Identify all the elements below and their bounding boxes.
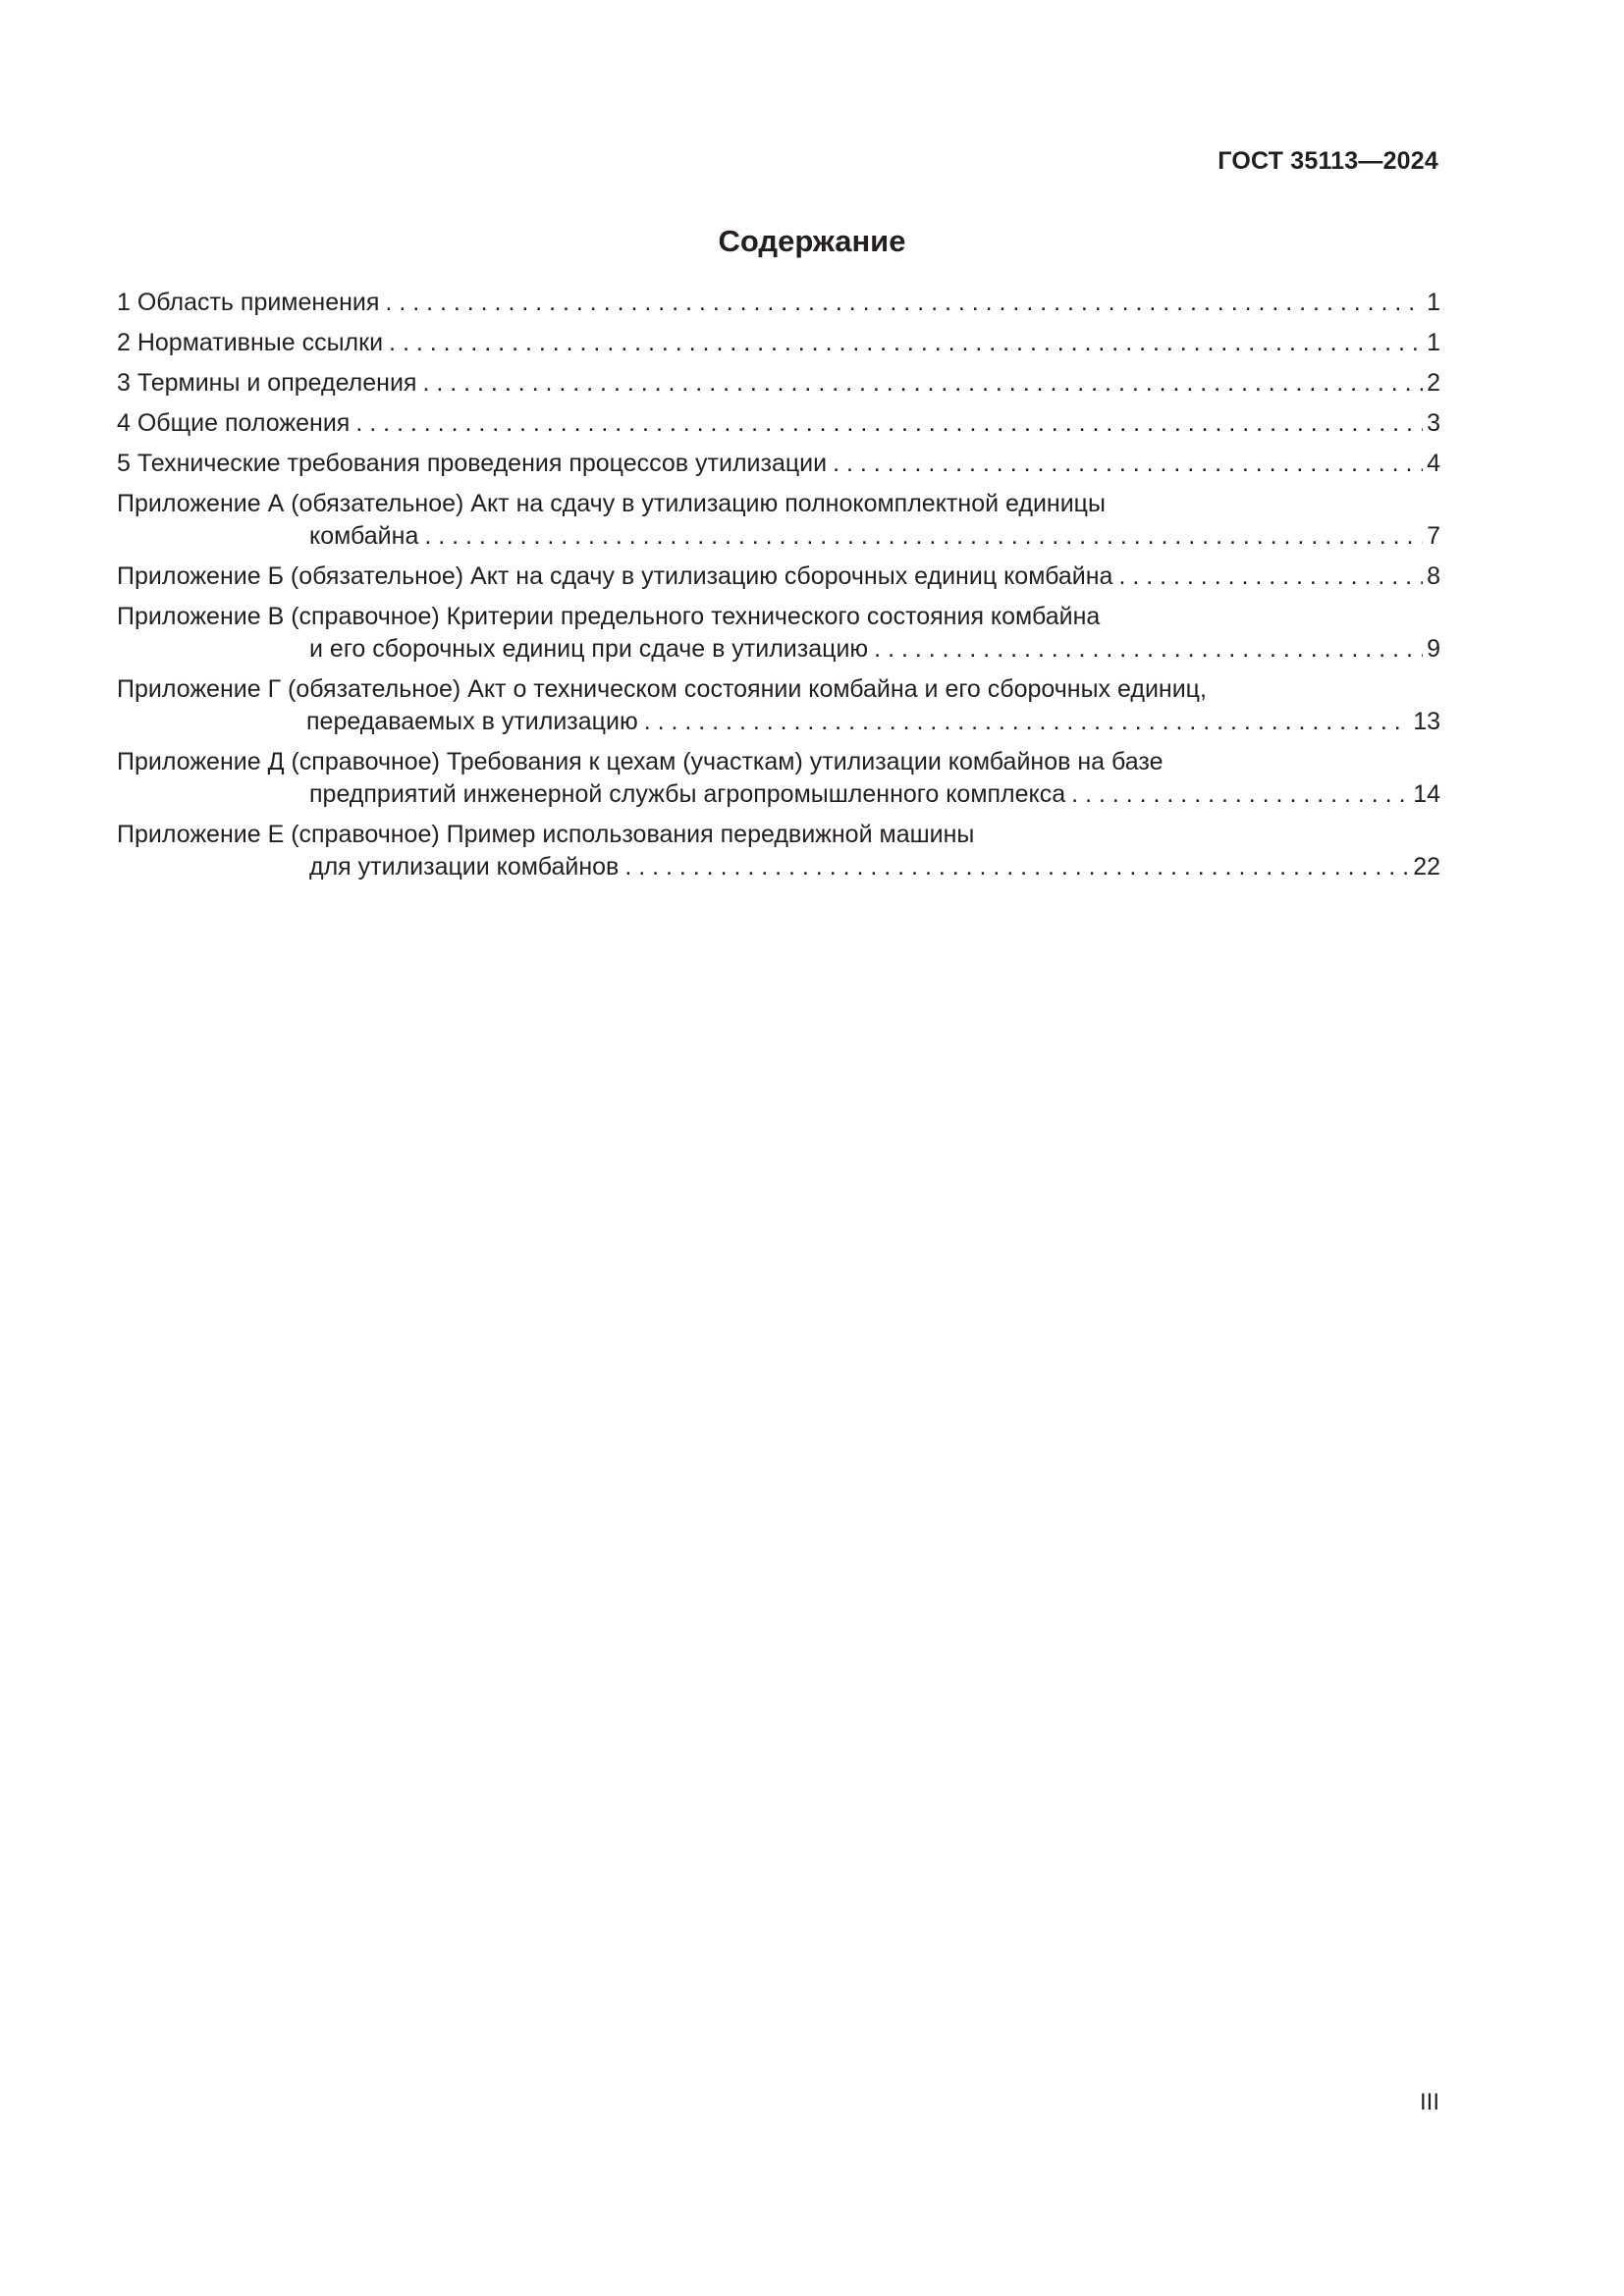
- toc-entry-label-continued: передаваемых в утилизацию: [306, 708, 638, 735]
- toc-entry-label: Приложение Д (справочное) Требования к цехам (участкам) утилизации комбайнов на базе: [117, 748, 1164, 775]
- toc-entry-page: 13: [1413, 708, 1440, 735]
- toc-entry-label: Приложение Г (обязательное) Акт о техническом состоянии комбайна и его сборочных единиц,: [117, 675, 1207, 703]
- toc-entry-annex-b[interactable]: [117, 561, 1440, 593]
- toc-entry-label: 3 Термины и определения: [117, 369, 417, 397]
- toc-entry-page: 4: [1427, 450, 1440, 477]
- toc-entry-terms[interactable]: [117, 367, 1440, 400]
- leader-dots: [1118, 561, 1423, 593]
- leader-dots: [1071, 778, 1409, 811]
- toc-entry-label: Приложение В (справочное) Критерии предельного технического состояния комбайна: [117, 603, 1101, 630]
- leader-dots: [874, 633, 1423, 666]
- leader-dots: [385, 287, 1423, 319]
- toc-entry-label-continued: предприятий инженерной службы агропромышленного комплекса: [309, 780, 1066, 808]
- leader-dots: [422, 367, 1423, 400]
- toc-entry-page: 3: [1427, 409, 1440, 437]
- leader-dots: [355, 407, 1423, 440]
- page-number: III: [1419, 2089, 1439, 2115]
- document-code: ГОСТ 35113—2024: [1218, 147, 1438, 175]
- leader-dots: [644, 706, 1409, 738]
- toc-title: Содержание: [718, 224, 906, 258]
- toc-entry-page: 22: [1413, 853, 1440, 881]
- toc-entry-annex-a[interactable]: [117, 488, 1440, 553]
- toc-entry-page: 7: [1427, 522, 1440, 550]
- toc-entry-label-continued: комбайна: [309, 522, 419, 550]
- toc-entry-annex-g[interactable]: [117, 673, 1440, 738]
- toc-entry-label-continued: для утилизации комбайнов: [309, 853, 620, 881]
- toc-entry-scope[interactable]: [117, 287, 1440, 319]
- toc-entry-general[interactable]: [117, 407, 1440, 440]
- toc-entry-annex-v[interactable]: [117, 601, 1440, 666]
- toc-entry-label: 2 Нормативные ссылки: [117, 329, 384, 356]
- toc-entry-technical-requirements[interactable]: [117, 448, 1440, 480]
- leader-dots: [389, 327, 1423, 359]
- toc-entry-page: 2: [1427, 369, 1440, 397]
- toc-entry-label: Приложение Е (справочное) Пример использования передвижной машины: [117, 821, 975, 848]
- toc-entry-page: 1: [1427, 329, 1440, 356]
- toc-entry-page: 14: [1413, 780, 1440, 808]
- toc-entry-label: 1 Область применения: [117, 289, 380, 316]
- toc-entry-label: Приложение А (обязательное) Акт на сдачу в утилизацию полнокомплектной единицы: [117, 490, 1106, 517]
- toc-entry-label: 4 Общие положения: [117, 409, 351, 437]
- toc-entry-normative-references[interactable]: [117, 327, 1440, 359]
- table-of-contents: [117, 287, 1440, 891]
- toc-entry-label: Приложение Б (обязательное) Акт на сдачу в утилизацию сборочных единиц комбайна: [117, 562, 1113, 590]
- toc-entry-annex-d[interactable]: [117, 746, 1440, 811]
- toc-entry-annex-e[interactable]: [117, 819, 1440, 883]
- leader-dots: [833, 448, 1423, 480]
- toc-entry-page: 1: [1427, 289, 1440, 316]
- leader-dots: [624, 851, 1409, 883]
- toc-entry-label: 5 Технические требования проведения процессов утилизации: [117, 450, 828, 477]
- leader-dots: [424, 520, 1423, 553]
- toc-entry-label-continued: и его сборочных единиц при сдаче в утилизацию: [309, 635, 869, 663]
- toc-entry-page: 9: [1427, 635, 1440, 663]
- toc-entry-page: 8: [1427, 562, 1440, 590]
